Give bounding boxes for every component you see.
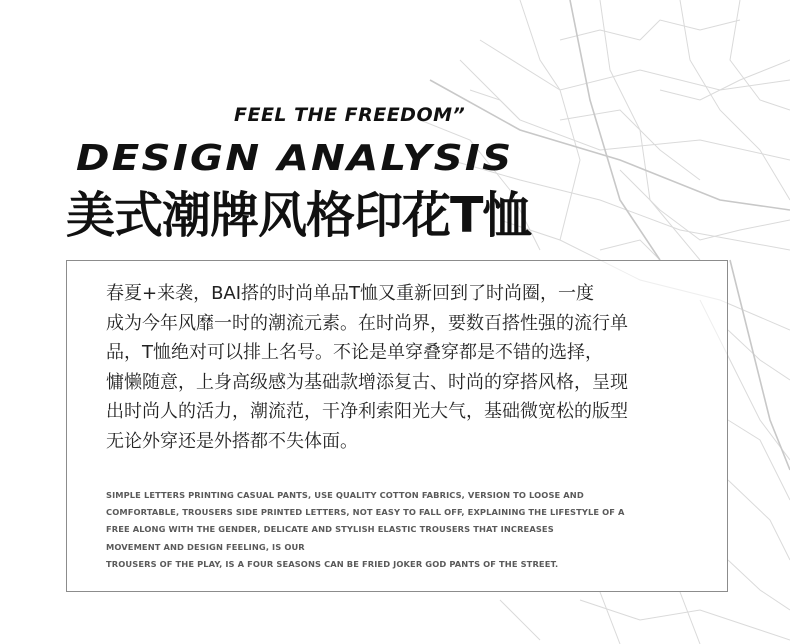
english-description-line: COMFORTABLE, TROUSERS SIDE PRINTED LETTERS, NOT EASY TO FALL OFF, EXPLAINING THE LIFESTYLE OF A <box>106 507 625 518</box>
description-panel <box>66 260 728 592</box>
slogan-text: FEEL THE FREEDOM” <box>234 104 466 126</box>
chinese-description-line: 出时尚人的活力，潮流范，干净利索阳光大气，基础微宽松的版型 <box>106 401 628 422</box>
chinese-description <box>106 279 716 456</box>
chinese-description-line: 无论外穿还是外搭都不失体面。 <box>106 430 358 452</box>
chinese-description-line: 慵懒随意，上身高级感为基础款增添复古、时尚的穿搭风格，呈现 <box>106 371 628 393</box>
chinese-description-line: 品，T恤绝对可以排上名号。不论是单穿叠穿都是不错的选择， <box>106 342 603 363</box>
english-description-line: MOVEMENT AND DESIGN FEELING, IS OUR <box>106 541 305 552</box>
chinese-description-line: 成为今年风靡一时的潮流元素。在时尚界，要数百搭性强的流行单 <box>106 312 628 334</box>
english-description-line: SIMPLE LETTERS PRINTING CASUAL PANTS, USE QUALITY COTTON FABRICS, VERSION TO LOOSE AND <box>106 490 584 500</box>
chinese-description-line: 春夏+来袭，BAI搭的时尚单品T恤又重新回到了时尚圈，一度 <box>106 283 595 304</box>
english-title: DESIGN ANALYSIS <box>76 138 514 179</box>
english-description <box>106 487 716 573</box>
english-description-line: FREE ALONG WITH THE GENDER, DELICATE AND STYLISH ELASTIC TROUSERS THAT INCREASES <box>106 524 554 535</box>
english-description-line: TROUSERS OF THE PLAY, IS A FOUR SEASONS CAN BE FRIED JOKER GOD PANTS OF THE STREET. <box>106 558 559 569</box>
chinese-title: 美式潮牌风格印花T恤 <box>66 187 531 244</box>
